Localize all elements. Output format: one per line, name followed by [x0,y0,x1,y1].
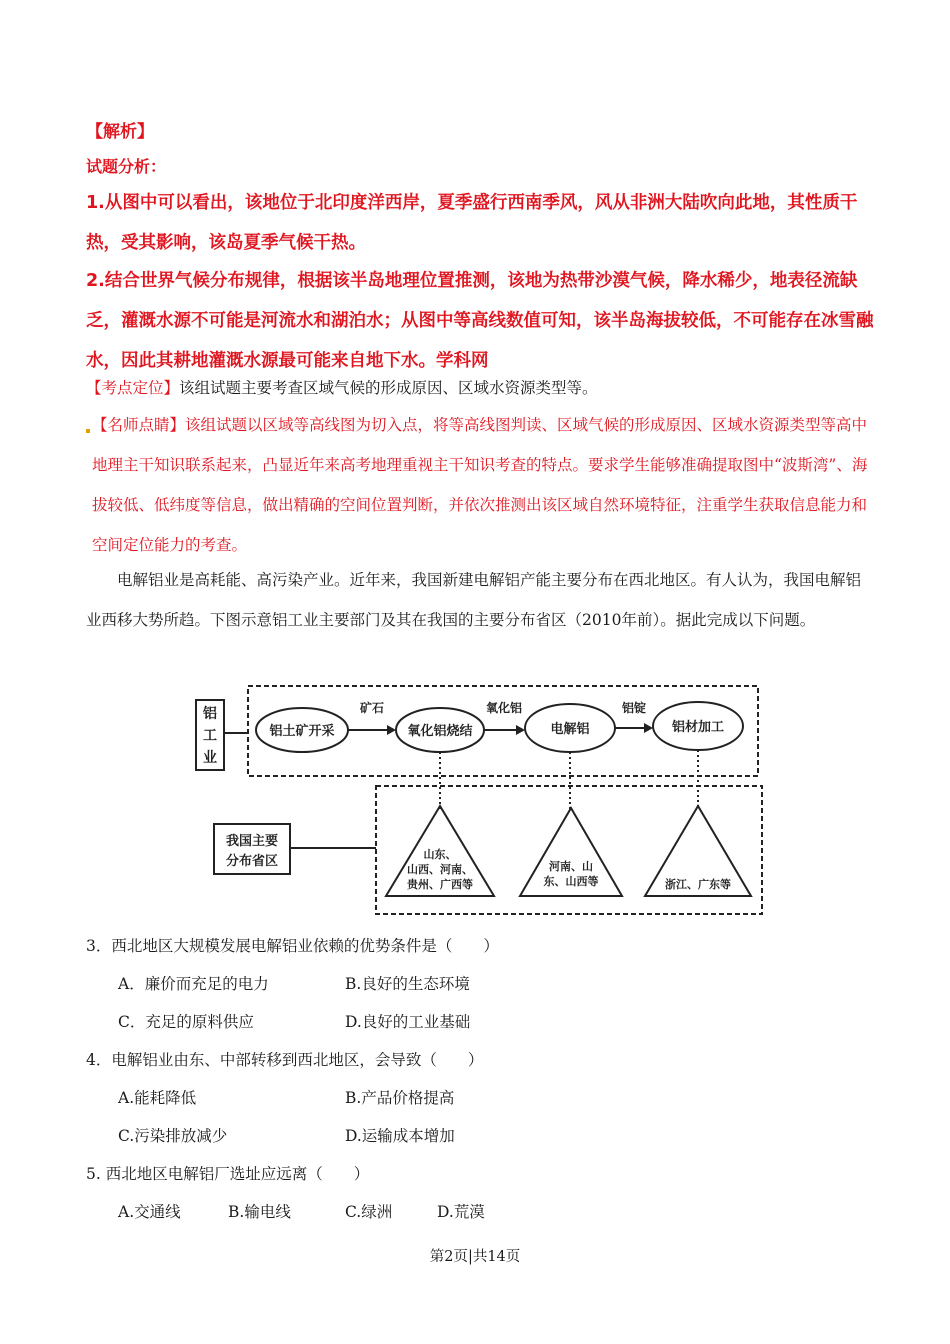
analysis-point-1: 1.从图中可以看出，该地位于北印度洋西岸，夏季盛行西南季风，风从非洲大陆吹向此地，其性质干热，受其影响，该岛夏季气候干热。 [86,193,858,253]
question-5-option-a[interactable]: A.交通线 [118,1203,181,1221]
arrow-ingot-label: 铝锭 [621,701,647,715]
triangle-processing-line-1: 浙江、广东等 [665,878,731,891]
triangle-alumina-line-2: 山西、河南、 [407,863,473,876]
triangle-alumina-line-3: 贵州、广西等 [407,878,473,891]
mingshi-text: 该组试题以区域等高线图为切入点，将等高线图判读、区域气候的形成原因、区域水资源类型等高中地理主干知识联系起来，凸显近年来高考地理重视主干知识考查的特点。要求学生能够准确提取图中“波斯湾”、海拔较低、低纬度等信息，做出精确的空间位置判断，并依次推测出该区域自然环境特征，注重学生获取信息能力和空间定位能力的考查。 [92,416,868,554]
arrow-alumina-head [516,725,525,735]
intro-paragraph: 电解铝业是高耗能、高污染产业。近年来，我国新建电解铝产能主要分布在西北地区。有人认为，我国电解铝业西移大势所趋。下图示意铝工业主要部门及其在我国的主要分布省区（2010年前）。据此完成以下问题。 [86,571,862,629]
kaodian-paragraph [86,368,886,408]
mingshi-paragraph [92,405,874,565]
question-5-option-b[interactable]: B.输电线 [228,1203,291,1221]
kaodian-label: 【考点定位】 [86,379,180,397]
kaodian-text: 该组试题主要考查区域气候的形成原因、区域水资源类型等。 [179,379,598,397]
arrow-ingot-head [644,723,653,733]
marker-dot [86,429,90,433]
question-3-option-d[interactable]: D.良好的工业基础 [345,1013,471,1031]
provinces-label-line-1: 我国主要 [225,834,279,849]
question-5-option-c[interactable]: C.绿洲 [345,1203,393,1221]
triangle-electrolysis-line-1: 河南、山 [549,860,593,873]
page-footer: 第2页|共14页 [429,1249,521,1265]
question-4-option-c[interactable]: C.污染排放减少 [118,1127,228,1145]
question-5-option-d[interactable]: D.荒漠 [437,1203,485,1221]
question-3-option-a[interactable]: A．廉价而充足的电力 [118,975,269,993]
question-4-option-b[interactable]: B.产品价格提高 [345,1089,455,1107]
mingshi-label: 【名师点睛】 [92,416,186,434]
stage-alumina-label: 氧化铝烧结 [407,724,473,739]
analysis-subheading: 试题分析： [86,157,167,176]
triangle-electrolysis-line-2: 东、山西等 [543,875,599,888]
question-5-stem: 5. 西北地区电解铝厂选址应远离（ ） [86,1165,370,1183]
industry-char-3: 业 [203,750,217,766]
question-3-option-b[interactable]: B.良好的生态环境 [345,975,470,993]
question-4-option-d[interactable]: D.运输成本增加 [345,1127,455,1145]
question-3-stem: 3．西北地区大规模发展电解铝业依赖的优势条件是（ ） [86,937,499,955]
arrow-ore-head [387,725,396,735]
stage-mining-label: 铝土矿开采 [269,724,335,739]
aluminum-industry-diagram [190,678,770,918]
stage-electrolysis-label: 电解铝 [550,722,590,737]
industry-char-2: 工 [203,728,217,744]
provinces-label-line-2: 分布省区 [225,854,279,869]
stage-processing-label: 铝材加工 [671,720,725,735]
analysis-point-2: 2.结合世界气候分布规律，根据该半岛地理位置推测，该地为热带沙漠气候，降水稀少，地表径流缺乏，灌溉水源不可能是河流水和湖泊水；从图中等高线数值可知，该半岛海拔较低，不可能存在冰雪融水，因此其耕地灌溉水源最可能来自地下水。学科网 [86,271,874,371]
question-4-option-a[interactable]: A.能耗降低 [118,1089,197,1107]
question-3-option-c[interactable]: C．充足的原料供应 [118,1013,254,1031]
arrow-alumina-label: 氧化铝 [485,701,523,715]
question-4-stem: 4．电解铝业由东、中部转移到西北地区，会导致（ ） [86,1051,484,1069]
arrow-ore-label: 矿石 [359,701,385,715]
triangle-alumina-line-1: 山东、 [423,848,457,861]
industry-char-1: 铝 [203,706,217,722]
analysis-heading: 【解析】 [86,122,154,142]
